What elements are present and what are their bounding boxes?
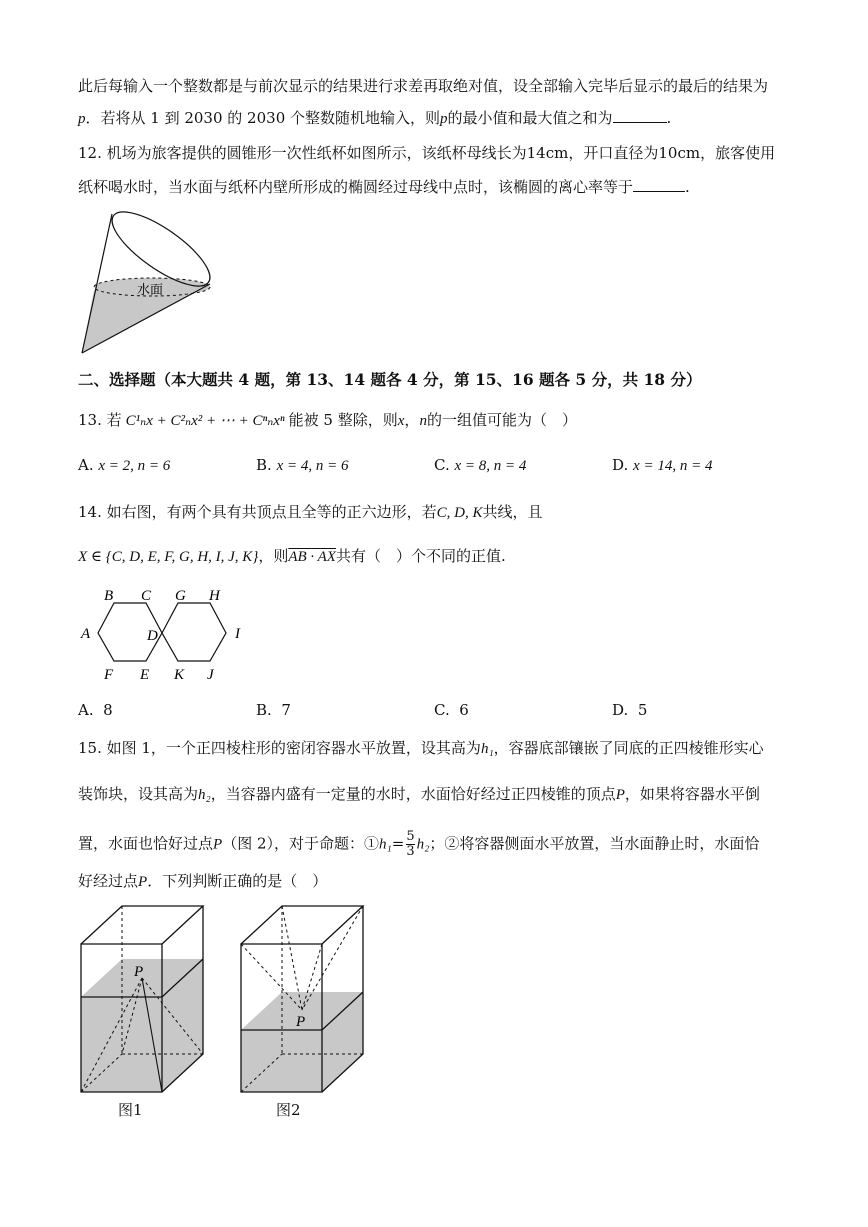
option-label: B. [256,456,272,474]
q11-text-3: 的最小值和最大值之和为 [447,109,613,127]
q14-option-a[interactable] [78,700,113,720]
q15-text-2: ，容器底部镶嵌了同底的正四棱锥形实心 [493,739,764,757]
q12-line2 [78,177,690,197]
answer-blank [633,177,685,192]
q14-line1 [78,502,543,523]
label-F: F [104,667,114,683]
q12-text-2: ，开口直径为 [568,144,659,162]
label-B: B [104,588,114,604]
q11-line1 [78,76,768,96]
label-E: E [140,667,150,683]
var-n: n [419,413,427,429]
q15-text-10: ．下列判断正确的是（ ） [147,872,328,890]
q15-line4 [78,871,327,892]
var-P: P [615,787,625,803]
label-H: H [209,588,220,604]
q15-text-1: 15. 如图 1，一个正四棱柱形的密闭容器水平放置，设其高为 [78,739,481,757]
figure-1-prism-pyramid [78,902,208,1094]
var-P: P [138,874,148,890]
label-D: D [147,628,158,644]
point-P-label: P [296,1014,306,1030]
answer-blank [613,108,667,123]
q14-text-3: ，则 [258,547,289,565]
q12-end: . [685,178,690,196]
q14-text-1: 14. 如右图，有两个具有共顶点且全等的正六边形，若 [78,503,437,521]
option-label: C. [434,456,450,474]
q15-text-5: ，如果将容器水平倒 [624,785,760,803]
q12-line1 [78,143,775,163]
option-text: 8 [103,701,113,719]
q14-text-2: 共线，且 [482,503,543,521]
q13-prefix: 13. 若 [78,411,122,429]
option-label: A. [78,701,94,719]
water-label: 水面 [137,283,164,298]
var-P: P [213,836,223,853]
q14-text-4: 共有（ ）个不同的正值. [335,547,506,565]
equals-sign: = [391,834,405,853]
q11-text-2: ．若将从 1 到 2030 的 2030 个整数随机地输入，则 [85,109,441,127]
option-text: x = 14, n = 4 [633,458,713,474]
hexagon-right [162,603,226,661]
var-h1: h₁ [379,836,392,853]
option-label: B. [256,701,272,719]
figure-2-caption: 图2 [276,1101,301,1119]
hexagon-figure [78,585,248,685]
label-K: K [174,667,185,683]
cone-cup-figure [74,206,224,358]
fraction-denominator: 3 [406,844,415,859]
var-p: p [440,111,448,127]
box-top-face [81,906,203,944]
label-C: C [141,588,152,604]
q15-line1 [78,738,764,759]
q14-line2 [78,546,506,567]
q13-option-b[interactable] [256,455,348,476]
q11-line2 [78,108,671,129]
option-text: 6 [459,701,469,719]
q15-text-9: 好经过点 [78,872,139,890]
q12-text-3: ，旅客使用 [700,144,776,162]
label-A: A [81,626,91,642]
q13-stem [78,410,577,431]
section-2-title [78,370,701,390]
option-label: D. [612,701,629,719]
option-label: A. [78,456,94,474]
q13-text-1: 能被 5 整除，则 [288,411,398,429]
q13-option-a[interactable] [78,455,170,476]
q13-option-c[interactable] [434,455,526,476]
option-label: C. [434,701,450,719]
fraction [406,830,414,859]
q15-text-4: ，当容器内盛有一定量的水时，水面恰好经过正四棱锥的顶点 [210,785,616,803]
q13-expression: C¹ₙx + C²ₙx² + ⋯ + Cⁿₙxⁿ [125,413,285,429]
label-I: I [235,626,240,642]
label-G: G [175,588,186,604]
figure-1-caption: 图1 [118,1101,143,1119]
label-J: J [207,667,214,683]
var-h1: h₁ [480,741,494,757]
q12-text-1: 12. 机场为旅客提供的圆锥形一次性纸杯如图所示，该纸杯母线长为 [78,144,527,162]
fraction-numerator: 5 [406,829,415,844]
q12-slant-length: 14cm [526,144,569,162]
q14-dot-product: AB · AX [288,549,336,565]
point-P-label: P [134,964,144,980]
var-p: p [78,111,86,127]
q14-option-d[interactable] [612,700,647,720]
option-text: 7 [281,701,291,719]
var-x: x [397,413,405,429]
var-h2: h₂ [198,787,211,803]
box-top-face [241,906,363,944]
q12-diameter: 10cm [658,144,701,162]
q11-end: . [666,109,672,127]
q15-line2 [78,784,760,805]
q14-option-c[interactable] [434,700,469,720]
option-text: x = 2, n = 6 [98,458,171,474]
var-h2: h₂ [416,836,430,853]
option-label: D. [612,456,629,474]
q14-option-b[interactable] [256,700,291,720]
q15-text-6: 置，水面也恰好过点 [78,834,214,853]
q14-collinear-points: C, D, K [436,505,483,521]
option-text: x = 4, n = 6 [276,458,349,474]
q15-text-3: 装饰块，设其高为 [78,785,199,803]
q12-text-4: 纸杯喝水时，当水面与纸杯内壁所形成的椭圆经过母线中点时，该椭圆的离心率等于 [78,178,634,196]
figure-2-inverted-prism [238,902,368,1094]
q15-text-7: （图 2），对于命题：① [222,834,380,853]
q11-text-1: 此后每输入一个整数都是与前次显示的结果进行求差再取绝对值，设全部输入完毕后显示的最后的结果为 [78,77,769,95]
q14-set: X ∈ {C, D, E, F, G, H, I, J, K} [78,549,259,565]
option-text: 5 [637,701,648,719]
option-text: x = 8, n = 4 [454,458,527,474]
comma: ， [404,411,420,429]
q13-text-2: 的一组值可能为（ ） [426,411,577,429]
q15-text-8: ；②将容器侧面水平放置，当水面静止时，水面恰 [429,834,760,853]
q15-line3 [78,830,759,859]
section-title-text: 二、选择题（本大题共 4 题，第 13、14 题各 4 分，第 15、16 题各 5 分，共 18 分） [78,370,702,389]
q13-option-d[interactable] [612,455,712,476]
